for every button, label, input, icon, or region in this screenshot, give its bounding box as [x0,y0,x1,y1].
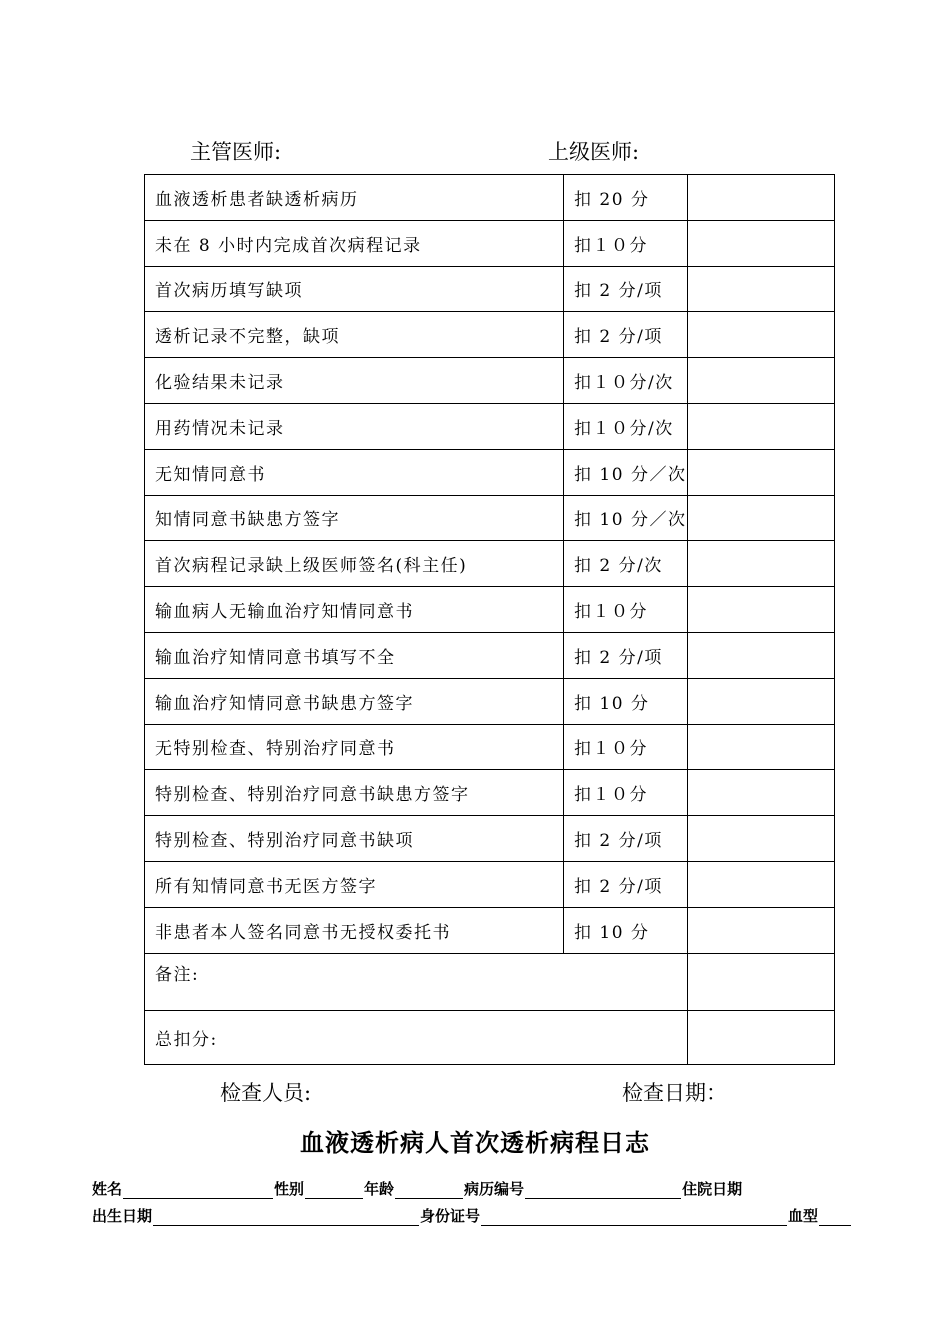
score-entry-cell[interactable] [688,220,835,266]
deduction-points: 扣１０分 [564,770,688,816]
patient-info-line-1 [92,1178,742,1199]
name-label: 姓名 [92,1180,123,1198]
deduction-item: 透析记录不完整，缺项 [145,312,564,358]
score-entry-cell[interactable] [688,403,835,449]
deduction-item: 知情同意书缺患方签字 [145,495,564,541]
deduction-item: 输血病人无输血治疗知情同意书 [145,587,564,633]
deduction-points: 扣 2 分/项 [564,266,688,312]
table-row [145,587,835,633]
table-row [145,220,835,266]
deduction-points: 扣 10 分／次 [564,449,688,495]
table-row [145,632,835,678]
table-row [145,541,835,587]
deduction-points: 扣 2 分/次 [564,541,688,587]
deduction-item: 首次病历填写缺项 [145,266,564,312]
name-field[interactable] [123,1181,273,1199]
table-row [145,724,835,770]
deduction-points: 扣 20 分 [564,175,688,221]
table-row [145,816,835,862]
deduction-points: 扣１０分 [564,220,688,266]
table-row [145,175,835,221]
id-no-field[interactable] [481,1208,787,1226]
deduction-points: 扣１０分/次 [564,358,688,404]
deduction-item: 首次病程记录缺上级医师签名(科主任) [145,541,564,587]
deduction-item: 输血治疗知情同意书填写不全 [145,632,564,678]
deduction-points: 扣 2 分/项 [564,816,688,862]
score-entry-cell[interactable] [688,678,835,724]
score-entry-cell[interactable] [688,541,835,587]
remarks-score-cell[interactable] [688,953,835,1010]
total-deduction-cell[interactable] [688,1010,835,1064]
deduction-points: 扣 2 分/项 [564,312,688,358]
deduction-points: 扣１０分 [564,724,688,770]
table-row [145,770,835,816]
deduction-table-body [145,175,835,1065]
table-row [145,358,835,404]
deduction-points: 扣 10 分 [564,907,688,953]
table-row [145,907,835,953]
record-no-label: 病历编号 [464,1180,525,1198]
inspector-label: 检查人员: [220,1081,312,1105]
table-row [145,266,835,312]
gender-label: 性别 [274,1180,305,1198]
deduction-item: 非患者本人签名同意书无授权委托书 [145,907,564,953]
table-row [145,403,835,449]
score-entry-cell[interactable] [688,266,835,312]
deduction-item: 无特别检查、特别治疗同意书 [145,724,564,770]
deduction-item: 特别检查、特别治疗同意书缺项 [145,816,564,862]
score-entry-cell[interactable] [688,632,835,678]
supervising-doctor-label: 主管医师: [190,140,282,164]
deduction-item: 化验结果未记录 [145,358,564,404]
score-entry-cell[interactable] [688,724,835,770]
score-entry-cell[interactable] [688,175,835,221]
deduction-item: 所有知情同意书无医方签字 [145,861,564,907]
score-entry-cell[interactable] [688,312,835,358]
birth-date-label: 出生日期 [92,1207,153,1225]
score-entry-cell[interactable] [688,495,835,541]
total-row [145,1010,835,1064]
total-deduction-label: 总扣分: [145,1010,688,1064]
deduction-points: 扣 10 分／次 [564,495,688,541]
blood-type-label: 血型 [788,1207,819,1225]
table-row [145,312,835,358]
record-no-field[interactable] [525,1181,681,1199]
deduction-points: 扣 2 分/项 [564,861,688,907]
birth-date-field[interactable] [153,1208,419,1226]
remarks-label: 备注: [145,953,688,1010]
blood-type-field[interactable] [819,1208,851,1226]
table-row [145,678,835,724]
id-no-label: 身份证号 [420,1207,481,1225]
senior-doctor-label: 上级医师: [548,140,640,164]
deduction-table [144,174,835,1065]
deduction-item: 用药情况未记录 [145,403,564,449]
table-row [145,495,835,541]
table-row [145,861,835,907]
score-entry-cell[interactable] [688,587,835,633]
age-field[interactable] [395,1181,463,1199]
score-entry-cell[interactable] [688,449,835,495]
form-title: 血液透析病人首次透析病程日志 [300,1128,650,1157]
admission-date-label: 住院日期 [682,1180,743,1198]
patient-info-line-2 [92,1205,852,1226]
score-entry-cell[interactable] [688,816,835,862]
score-entry-cell[interactable] [688,770,835,816]
score-entry-cell[interactable] [688,861,835,907]
deduction-item: 特别检查、特别治疗同意书缺患方签字 [145,770,564,816]
deduction-points: 扣１０分 [564,587,688,633]
deduction-points: 扣 10 分 [564,678,688,724]
deduction-item: 无知情同意书 [145,449,564,495]
deduction-item: 输血治疗知情同意书缺患方签字 [145,678,564,724]
remarks-row [145,953,835,1010]
age-label: 年龄 [364,1180,395,1198]
table-row [145,449,835,495]
deduction-points: 扣１０分/次 [564,403,688,449]
deduction-points: 扣 2 分/项 [564,632,688,678]
score-entry-cell[interactable] [688,358,835,404]
deduction-item: 血液透析患者缺透析病历 [145,175,564,221]
score-entry-cell[interactable] [688,907,835,953]
gender-field[interactable] [305,1181,363,1199]
deduction-item: 未在 8 小时内完成首次病程记录 [145,220,564,266]
inspection-date-label: 检查日期： [622,1081,727,1105]
